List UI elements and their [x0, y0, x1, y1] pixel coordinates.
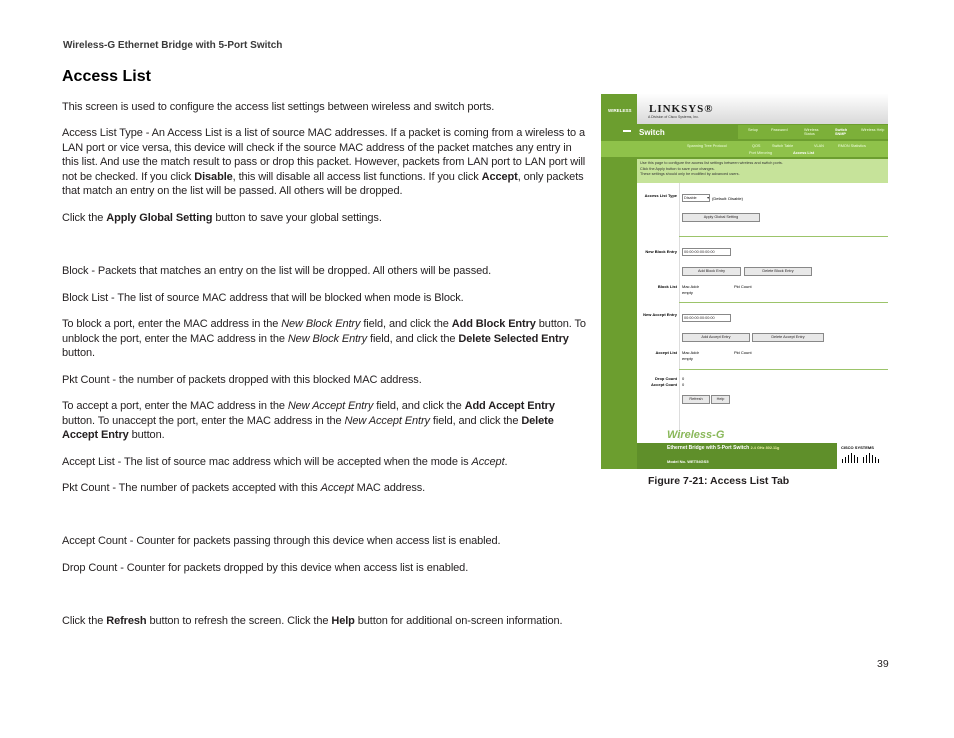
figure-subtab-vlan[interactable]: VLAN — [814, 144, 824, 148]
cisco-bridge-icon — [841, 451, 883, 463]
figure-access-list-type-select[interactable]: Disable ▾ — [684, 196, 709, 200]
figure-accept-list-label: Accept List — [655, 350, 677, 355]
arrow-icon — [623, 130, 631, 132]
paragraph-apply-global: Click the Apply Global Setting button to save your global settings. — [62, 212, 382, 224]
page-number: 39 — [877, 658, 889, 670]
paragraph-pkt-count-block: Pkt Count - the number of packets dropped with this blocked MAC address. — [62, 374, 422, 386]
figure-accept-mac-header: Mac Addr — [682, 350, 699, 355]
figure-tab-wireless-help[interactable]: Wireless Help — [861, 128, 885, 132]
cisco-logo: CISCO SYSTEMS — [841, 445, 874, 450]
figure-accept-pkt-header: Pkt Count — [734, 350, 752, 355]
figure-accept-count-value: 0 — [682, 382, 685, 387]
running-header: Wireless-G Ethernet Bridge with 5-Port Switch — [63, 40, 283, 51]
paragraph-drop-count: Drop Count - Counter for packets dropped by this device when access list is enabled. — [62, 562, 469, 574]
figure-access-list-screenshot — [601, 94, 888, 469]
figure-tab-wireless-status[interactable]: Wireless Status — [804, 128, 819, 136]
figure-section-switch: Switch — [639, 128, 665, 137]
figure-new-accept-input[interactable]: 00:00:00:00:00:00 — [682, 314, 731, 322]
figure-add-accept-button[interactable]: Add Accept Entry — [682, 333, 750, 342]
paragraph-refresh-help: Click the Refresh button to refresh the screen. Click the Help button for additional on-screen information. — [62, 615, 563, 627]
figure-wireless-label: WIRELESS — [608, 108, 632, 113]
chevron-down-icon: ▾ — [707, 196, 709, 200]
figure-model-number: Model No. WET54GS5 — [667, 459, 709, 464]
figure-tab-password[interactable]: Password — [771, 128, 788, 132]
figure-refresh-button[interactable]: Refresh — [682, 395, 710, 404]
figure-block-mac-header: Mac Addr — [682, 284, 699, 289]
figure-block-empty: empty — [682, 290, 693, 295]
figure-subtab-switch-table[interactable]: Switch Table — [772, 144, 794, 148]
figure-block-pkt-header: Pkt Count — [734, 284, 752, 289]
linksys-logo-sub: A Division of Cisco Systems, Inc. — [648, 115, 699, 119]
figure-subtab-rmon[interactable]: RMON Statistics — [838, 144, 866, 148]
figure-accept-empty: empty — [682, 356, 693, 361]
paragraph-block-howto: To block a port, enter the MAC address in the New Block Entry field, and click the Add Block Entry button. To unblock the port, enter the MAC address in the New Block Entry field, and click the Delete Selected Entry button. — [62, 318, 586, 359]
figure-product-name: Ethernet Bridge with 5-Port Switch 2.4 GHz 802.11g — [667, 445, 780, 451]
figure-new-block-label: New Block Entry — [645, 249, 677, 254]
figure-default-note: (Default: Disable) — [712, 196, 743, 201]
figure-delete-accept-button[interactable]: Delete Accept Entry — [752, 333, 824, 342]
figure-drop-count-value: 0 — [682, 376, 685, 381]
paragraph-accept-list: Accept List - The list of source mac address which will be accepted when the mode is Accept. — [62, 456, 508, 468]
figure-block-list-label: Block List — [657, 284, 677, 289]
figure-divider-3 — [679, 369, 888, 370]
figure-add-block-button[interactable]: Add Block Entry — [682, 267, 741, 276]
figure-accept-count-label: Accept Count — [651, 382, 677, 387]
figure-divider-2 — [679, 302, 888, 303]
figure-apply-global-button[interactable]: Apply Global Setting — [682, 213, 760, 222]
figure-subtab-stp[interactable]: Spanning Tree Protocol — [687, 144, 727, 148]
figure-subtab-port-mirroring[interactable]: Port Mirroring — [749, 151, 772, 155]
figure-new-block-input[interactable]: 00:00:00:00:00:00 — [682, 248, 731, 256]
paragraph-pkt-count-accept: Pkt Count - The number of packets accepted with this Accept MAC address. — [62, 482, 426, 494]
paragraph-intro: This screen is used to configure the access list settings between wireless and switch ports. — [62, 101, 495, 113]
figure-bottom-left — [601, 439, 637, 469]
figure-drop-count-label: Drop Count — [655, 376, 677, 381]
paragraph-block-list: Block List - The list of source MAC address that will be blocked when mode is Block. — [62, 292, 464, 304]
figure-new-accept-label: New Accept Entry — [643, 312, 677, 317]
figure-intro-text: Use this page to configure the access list settings between wireless and switch ports. Click the Apply button to save your changes. These settings should only be modified by advanced users. — [640, 161, 783, 176]
figure-subtab-access-list[interactable]: Access List — [793, 151, 815, 155]
figure-subtab-qos[interactable]: QOS — [752, 144, 761, 148]
figure-label-column — [637, 183, 680, 439]
paragraph-accept-count: Accept Count - Counter for packets passing through this device when access list is enabled. — [62, 535, 501, 547]
figure-tab-switch-snmp[interactable]: Switch SNMP — [835, 128, 848, 136]
figure-divider-1 — [679, 236, 888, 237]
figure-wireless-g-brand: Wireless-G — [667, 429, 725, 441]
paragraph-accept-howto: To accept a port, enter the MAC address in the New Accept Entry field, and click the Add Accept Entry button. To unaccept the port, enter the MAC address in the New Accept Entry field, and click the Delete Accept Entry button. — [62, 400, 555, 441]
paragraph-block: Block - Packets that matches an entry on the list will be dropped. All others will be passed. — [62, 265, 492, 277]
paragraph-access-list-type: Access List Type - An Access List is a list of source MAC addresses. If a packet is coming from a wireless to a LAN port or vice versa, this device will check if the source MAC address of the packet matches any entry in this list. And use the match result to pass or drop this packet. However, packets from LAN port to LAN port will not be checked. If you click Disable, this will disable all access list functions. If you click Accept, only packets that match an entry on the list will be passed. All others will be dropped. — [62, 127, 586, 197]
figure-tab-setup[interactable]: Setup — [748, 128, 758, 132]
figure-access-list-type-label: Access List Type — [644, 193, 677, 198]
linksys-logo: LINKSYS® — [649, 103, 714, 115]
figure-delete-block-button[interactable]: Delete Block Entry — [744, 267, 812, 276]
figure-caption: Figure 7-21: Access List Tab — [648, 475, 790, 487]
figure-help-button[interactable]: Help — [711, 395, 730, 404]
section-title: Access List — [62, 68, 151, 85]
